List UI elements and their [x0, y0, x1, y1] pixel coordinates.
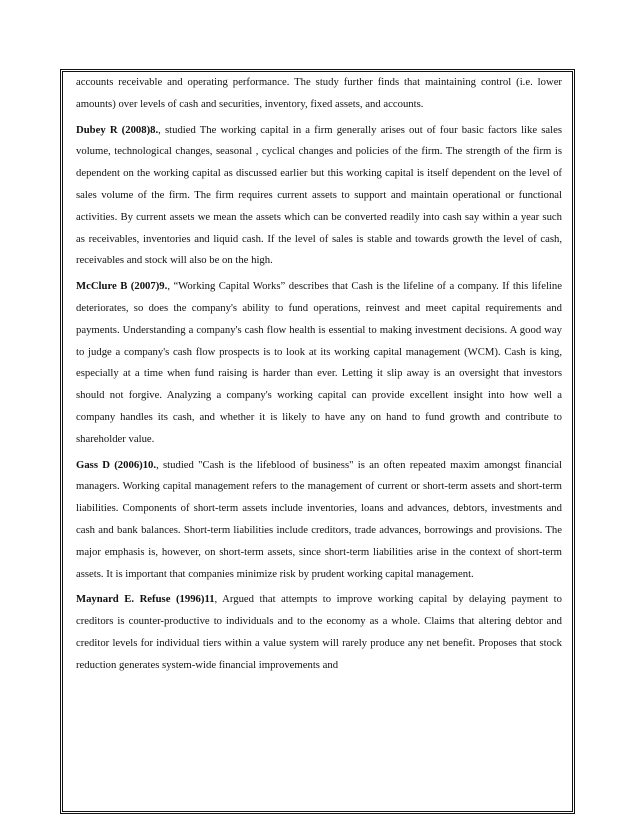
paragraph-text: accounts receivable and operating performance. The study further finds that maintaining control (i.e. lower amounts) over levels of cash and securities, inventory, fixed assets, and accounts.	[76, 76, 562, 110]
document-body	[76, 72, 562, 681]
paragraph-text: , studied The working capital in a firm generally arises out of four basic factors like sales volume, technological changes, seasonal , cyclical changes and policies of the firm. The strength of the firm is dependent on the working capital as discussed earlier but this working capital is itself dependent on the level of sales volume of the firm. The firm requires current assets to support and maintain operational or functional activities. By current assets we mean the assets which can be converted readily into cash say within a year such as receivables, inventories and liquid cash. If the level of sales is stable and towards growth the level of cash, receivables and stock will also be on the high.	[76, 123, 562, 267]
paragraph-gass	[76, 455, 562, 586]
citation-lead: Gass D (2006)10.	[76, 458, 157, 471]
paragraph-text: , studied "Cash is the lifeblood of business" is an often repeated maxim amongst financial managers. Working capital management refers to the management of current or short-term assets and short-term liabilities. Components of short-term assets include inventories, loans and advances, debtors, investments and cash and bank balances. Short-term liabilities include creditors, trade advances, borrowings and provisions. The major emphasis is, however, on short-term assets, since short-term liabilities arise in the context of short-term assets. It is important that companies minimize risk by prudent working capital management.	[76, 458, 562, 580]
paragraph-1	[76, 72, 562, 116]
paragraph-text: , Argued that attempts to improve working capital by delaying payment to creditors is counter-productive to individuals and to the economy as a whole. Claims that altering debtor and creditor levels for individual tiers within a value system will rarely produce any net benefit. Proposes that stock reduction generates system-wide financial improvements and	[76, 593, 562, 671]
citation-lead: Maynard E. Refuse (1996)11	[76, 593, 215, 606]
paragraph-maynard	[76, 589, 562, 676]
paragraph-mcclure	[76, 276, 562, 450]
citation-lead: McClure B (2007)9.	[76, 280, 168, 293]
paragraph-text: , “Working Capital Works” describes that Cash is the lifeline of a company. If this lifeline deteriorates, so does the company's ability to fund operations, reinvest and meet capital requirements and payments. Understanding a company's cash flow health is essential to making investment decisions. A good way to judge a company's cash flow prospects is to look at its working capital management (WCM). Cash is king, especially at a time when fund raising is harder than ever. Letting it slip away is an oversight that investors should not forgive. Analyzing a company's working capital can provide excellent insight into how well a company handles its cash, and whether it is likely to have any on hand to fund growth and contribute to shareholder value.	[76, 280, 562, 445]
citation-lead: Dubey R (2008)8.	[76, 123, 159, 136]
paragraph-dubey	[76, 120, 562, 273]
